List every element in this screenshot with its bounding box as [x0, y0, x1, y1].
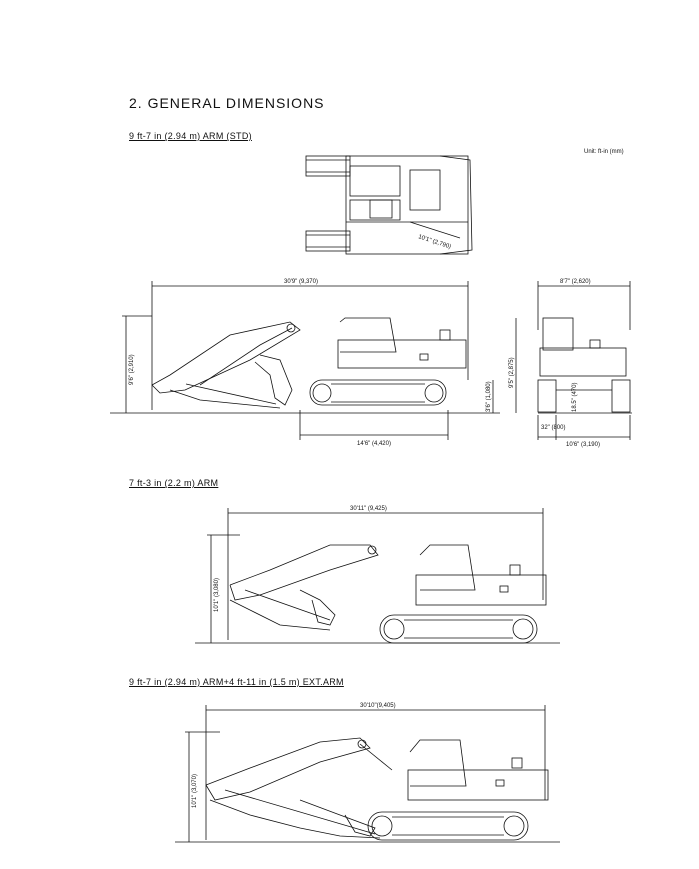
dim-track-shoe: 32" (800): [541, 425, 566, 431]
dim-std-overall-length: 30'9" (9,370): [284, 279, 318, 285]
dim-track-gauge: 10'6" (3,190): [566, 442, 600, 448]
front-view-drawing: [509, 279, 632, 448]
dim-short-overall-length: 30'11" (9,425): [350, 506, 387, 512]
dim-cab-height: 9'5" (2,875): [509, 357, 515, 388]
section-title: 2. GENERAL DIMENSIONS: [129, 95, 325, 111]
unit-note: Unit: ft-in (mm): [584, 149, 624, 155]
dim-short-overall-height: 10'1" (3,080): [214, 578, 220, 612]
dim-tumbler-distance: 14'6" (4,420): [357, 441, 391, 447]
dim-ground-clearance: 18.5" (470): [572, 382, 578, 412]
dim-std-overall-height: 9'6" (2,910): [129, 354, 135, 385]
view-heading-short-arm: 7 ft-3 in (2.2 m) ARM: [129, 478, 219, 488]
dim-width: 8'7" (2,620): [560, 279, 591, 285]
side-view-std-drawing: [110, 279, 500, 447]
dim-ext-overall-length: 30'10"(9,405): [360, 703, 396, 709]
top-view-drawing: [306, 156, 472, 254]
dim-top-view-radius: 10'1" (2,790): [417, 234, 452, 251]
side-view-short-arm-drawing: [195, 506, 560, 643]
view-heading-std-arm: 9 ft-7 in (2.94 m) ARM (STD): [129, 131, 252, 141]
side-view-ext-arm-drawing: [175, 703, 560, 842]
dim-ext-overall-height: 10'1" (3,070): [192, 774, 198, 808]
view-heading-ext-arm: 9 ft-7 in (2.94 m) ARM+4 ft-11 in (1.5 m) EXT.ARM: [129, 677, 344, 687]
dim-counterweight-clearance: 3'6" (1,080): [486, 381, 492, 412]
